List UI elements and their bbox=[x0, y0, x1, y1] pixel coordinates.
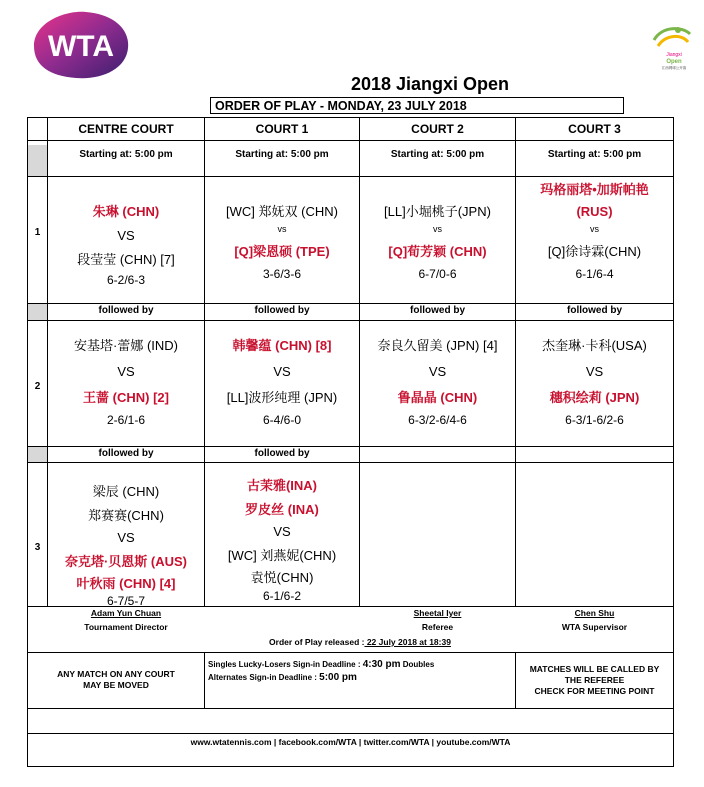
referee-name: Sheetal Iyer bbox=[413, 608, 462, 618]
svg-text:Open: Open bbox=[666, 59, 682, 65]
grid-hline bbox=[28, 320, 673, 321]
player-name: 玛格丽塔•加斯帕艳 bbox=[540, 182, 649, 197]
player-name: 袁悦(CHN) bbox=[250, 570, 314, 585]
vs-label: vs bbox=[590, 224, 599, 234]
court-header-1: COURT 1 bbox=[255, 122, 309, 136]
match-score: 6-7/0-6 bbox=[418, 267, 457, 281]
grid-hline bbox=[28, 303, 673, 304]
player-name: [Q]徐诗霖(CHN) bbox=[547, 244, 642, 259]
ll-suffix: Doubles bbox=[400, 660, 435, 669]
referee-title: Referee bbox=[421, 622, 454, 632]
grid-vline bbox=[204, 652, 205, 708]
grid-hline bbox=[28, 140, 673, 141]
grid-hline bbox=[28, 652, 673, 653]
match-r2-court1 bbox=[205, 336, 359, 430]
player-name: 奈克塔·贝恩斯 (AUS) bbox=[64, 554, 188, 569]
called-line: THE REFEREE bbox=[564, 675, 625, 685]
grid-hline bbox=[28, 176, 673, 177]
match-score: 6-3/1-6/2-6 bbox=[565, 413, 624, 427]
player-name: [LL]小堀桃子(JPN) bbox=[384, 204, 491, 219]
player-name: 罗皮丝 (INA) bbox=[245, 502, 319, 517]
court-header-centre: CENTRE COURT bbox=[78, 122, 174, 136]
row-number: 1 bbox=[34, 227, 41, 238]
player-name: 段莹莹 (CHN) [7] bbox=[77, 252, 175, 267]
match-r1-centre bbox=[48, 202, 204, 290]
svg-text:Jiangxi: Jiangxi bbox=[666, 52, 682, 58]
match-r1-court3 bbox=[516, 180, 673, 284]
ll-label: Singles Lucky-Losers Sign-in Deadline : bbox=[208, 660, 363, 669]
start-time-court2: Starting at: 5:00 pm bbox=[390, 149, 485, 160]
start-time-court1: Starting at: 5:00 pm bbox=[235, 149, 329, 160]
vs-label: VS bbox=[585, 364, 604, 379]
supervisor-title: WTA Supervisor bbox=[561, 622, 628, 632]
vs-label: VS bbox=[117, 364, 135, 379]
director-name: Adam Yun Chuan bbox=[90, 608, 162, 618]
match-score: 6-4/6-0 bbox=[262, 413, 302, 427]
match-score: 3-6/3-6 bbox=[262, 267, 302, 281]
match-r2-court3 bbox=[516, 336, 673, 430]
player-name: 穗积绘莉 (JPN) bbox=[549, 390, 640, 405]
followed-by: followed by bbox=[98, 305, 154, 316]
vs-label: VS bbox=[273, 364, 291, 379]
followed-by: followed by bbox=[254, 448, 310, 459]
called-line: MATCHES WILL BE CALLED BY bbox=[529, 664, 660, 674]
player-name: 奈良久留美 (JPN) [4] bbox=[377, 338, 498, 353]
grid-hline bbox=[28, 446, 673, 447]
match-r1-court1 bbox=[205, 202, 359, 284]
order-of-play-grid bbox=[27, 117, 674, 767]
called-line: CHECK FOR MEETING POINT bbox=[534, 686, 655, 696]
player-name: 叶秋雨 (CHN) [4] bbox=[76, 576, 176, 591]
match-r2-court2 bbox=[360, 336, 515, 430]
any-match-note bbox=[28, 669, 204, 691]
player-name: 安基塔·蕾娜 (IND) bbox=[74, 338, 178, 353]
match-r3-court1 bbox=[205, 476, 359, 604]
player-name: 王蔷 (CHN) [2] bbox=[83, 390, 169, 405]
alt-label: Alternates Sign-in Deadline : bbox=[208, 673, 320, 682]
match-score: 6-1/6-4 bbox=[575, 267, 614, 281]
supervisor-name: Chen Shu bbox=[574, 608, 615, 618]
player-name: [WC] 刘燕妮(CHN) bbox=[227, 548, 337, 563]
court-header-2: COURT 2 bbox=[411, 122, 464, 136]
match-score: 2-6/1-6 bbox=[106, 413, 146, 427]
player-name: [LL]波形纯理 (JPN) bbox=[226, 390, 338, 405]
player-name: [Q]荀芳颖 (CHN) bbox=[388, 244, 487, 259]
svg-text:WTA: WTA bbox=[47, 30, 115, 63]
grid-hline bbox=[28, 733, 673, 734]
released-label: Order of Play released : bbox=[269, 637, 365, 647]
match-score: 6-1/6-2 bbox=[262, 589, 302, 603]
vs-label: vs bbox=[433, 224, 442, 234]
footer-links: www.wtatennis.com | facebook.com/WTA | twitter.com/WTA | youtube.com/WTA bbox=[190, 737, 511, 747]
tournament-title: 2018 Jiangxi Open bbox=[350, 74, 510, 94]
row-shade-start bbox=[28, 145, 47, 176]
court-header-3: COURT 3 bbox=[568, 122, 621, 136]
match-score: 6-7/5-7 bbox=[106, 594, 146, 608]
ll-time: 4:30 pm bbox=[362, 659, 401, 670]
match-score: 6-2/6-3 bbox=[106, 273, 146, 287]
row-number: 3 bbox=[34, 542, 41, 553]
player-name: 郑赛赛(CHN) bbox=[88, 508, 164, 523]
released-line bbox=[205, 637, 515, 647]
start-time-court3: Starting at: 5:00 pm bbox=[547, 149, 642, 160]
vs-label: VS bbox=[117, 228, 135, 243]
vs-label: VS bbox=[117, 530, 135, 545]
alternates-deadline bbox=[208, 671, 513, 684]
match-r2-centre bbox=[48, 336, 204, 430]
row-number: 2 bbox=[34, 381, 41, 392]
row-shade-followed-1 bbox=[28, 303, 47, 320]
player-name: 古茉雅(INA) bbox=[246, 478, 318, 493]
wta-logo bbox=[26, 8, 134, 80]
released-date: 22 July 2018 at 18:39 bbox=[364, 637, 451, 647]
vs-label: vs bbox=[277, 224, 287, 234]
player-name: 韩馨蕴 (CHN) [8] bbox=[232, 338, 332, 353]
jiangxi-open-logo bbox=[648, 20, 696, 80]
svg-text:江西网球公开赛: 江西网球公开赛 bbox=[661, 66, 687, 70]
player-name: 梁辰 (CHN) bbox=[92, 484, 160, 499]
match-r1-court2 bbox=[360, 202, 515, 284]
deadline-note bbox=[208, 658, 513, 684]
alt-time: 5:00 pm bbox=[319, 672, 357, 683]
followed-by: followed by bbox=[254, 305, 310, 316]
director-title: Tournament Director bbox=[84, 622, 168, 632]
player-name: [WC] 郑妩双 (CHN) bbox=[226, 204, 338, 219]
any-match-line: ANY MATCH ON ANY COURT bbox=[57, 669, 175, 679]
match-r3-centre bbox=[48, 482, 204, 608]
player-name: [Q]梁恩硕 (TPE) bbox=[234, 244, 330, 259]
followed-by: followed by bbox=[98, 448, 154, 459]
lucky-loser-deadline bbox=[208, 658, 513, 671]
row-shade-followed-2 bbox=[28, 446, 47, 462]
player-name: 杰奎琳·卡科(USA) bbox=[542, 338, 647, 353]
order-of-play-title: ORDER OF PLAY - MONDAY, 23 JULY 2018 bbox=[210, 97, 624, 114]
player-name: 鲁晶晶 (CHN) bbox=[397, 390, 478, 405]
player-name: 朱琳 (CHN) bbox=[92, 204, 160, 219]
any-match-line: MAY BE MOVED bbox=[83, 680, 149, 690]
vs-label: VS bbox=[428, 364, 447, 379]
followed-by: followed by bbox=[410, 305, 465, 316]
grid-hline bbox=[28, 462, 673, 463]
match-score: 6-3/2-6/4-6 bbox=[408, 413, 467, 427]
called-note bbox=[516, 664, 673, 697]
start-time-centre: Starting at: 5:00 pm bbox=[79, 149, 173, 160]
player-name: (RUS) bbox=[576, 204, 613, 219]
vs-label: VS bbox=[273, 524, 291, 539]
followed-by: followed by bbox=[567, 305, 622, 316]
grid-hline bbox=[28, 708, 673, 709]
